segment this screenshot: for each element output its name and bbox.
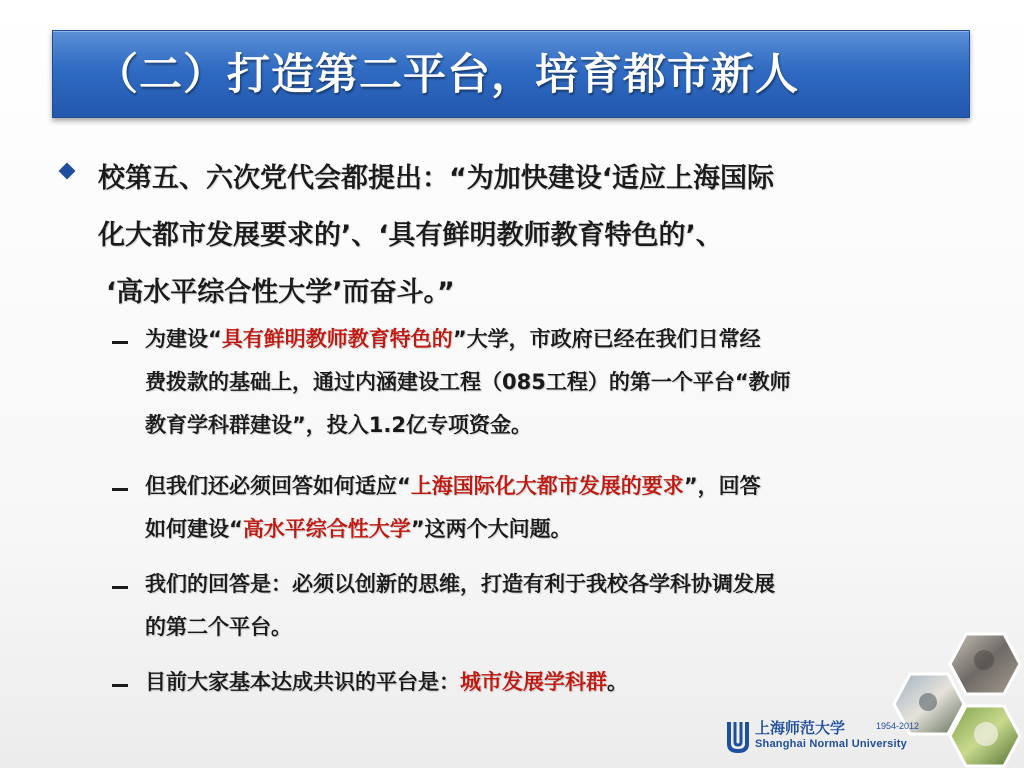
- university-years: 1954-2012: [876, 721, 920, 731]
- highlight-text: 上海国际化大都市发展的要求: [410, 474, 684, 498]
- university-emblem-icon: [725, 718, 751, 754]
- text-run: 如何建设“: [145, 517, 243, 541]
- main-bullet-text: [98, 150, 958, 321]
- sub-item-line: [145, 318, 965, 361]
- text-run: 的第二个平台。: [145, 615, 292, 639]
- hex-photo-detail: [919, 693, 937, 711]
- sub-item-line: [145, 661, 965, 704]
- university-name-en: Shanghai Normal University: [755, 738, 907, 750]
- main-bullet-line: ‘高水平综合性大学’而奋斗。”: [106, 277, 455, 308]
- sub-item-line: [145, 606, 965, 649]
- text-run: 教育学科群建设”，投入1.2亿专项资金。: [145, 413, 533, 437]
- highlight-text: 城市发展学科群: [460, 670, 607, 694]
- sub-item-4: [145, 661, 965, 704]
- dash-bullet-icon: [112, 586, 128, 589]
- hex-photo-detail: [974, 650, 994, 670]
- dash-bullet-icon: [112, 684, 128, 687]
- dash-bullet-icon: [112, 488, 128, 491]
- text-run: ”，回答: [683, 474, 761, 498]
- sub-item-3: [145, 563, 965, 649]
- sub-item-line: [145, 404, 965, 447]
- text-run: ”这两个大问题。: [410, 517, 572, 541]
- text-run: 但我们还必须回答如何适应“: [145, 474, 411, 498]
- sub-item-line: [145, 361, 965, 404]
- highlight-text: 高水平综合性大学: [242, 517, 411, 541]
- text-run: 我们的回答是：必须以创新的思维，打造有利于我校各学科协调发展: [145, 572, 775, 596]
- university-logo: [725, 714, 920, 758]
- text-run: 为建设“: [145, 327, 222, 351]
- sub-item-line: [145, 563, 965, 606]
- sub-item-line: [145, 508, 965, 551]
- highlight-text: 具有鲜明教师教育特色的: [221, 327, 453, 351]
- diamond-bullet-icon: [59, 163, 76, 180]
- hex-photo-detail: [974, 722, 998, 746]
- sub-item-line: [145, 465, 965, 508]
- main-bullet-line: 化大都市发展要求的’、‘具有鲜明教师教育特色的’、: [98, 220, 723, 251]
- slide-title: （二）打造第二平台，培育都市新人: [95, 50, 799, 100]
- text-run: 目前大家基本达成共识的平台是：: [145, 670, 460, 694]
- dash-bullet-icon: [112, 341, 128, 344]
- text-run: ”大学，市政府已经在我们日常经: [452, 327, 761, 351]
- text-run: 费拨款的基础上，通过内涵建设工程（085工程）的第一个平台“教师: [145, 370, 791, 394]
- university-name-cn: 上海师范大学: [755, 719, 846, 737]
- sub-item-2: [145, 465, 965, 551]
- main-bullet-line: 校第五、六次党代会都提出：“为加快建设‘适应上海国际: [98, 163, 775, 194]
- sub-item-1: [145, 318, 965, 447]
- text-run: 。: [607, 670, 628, 694]
